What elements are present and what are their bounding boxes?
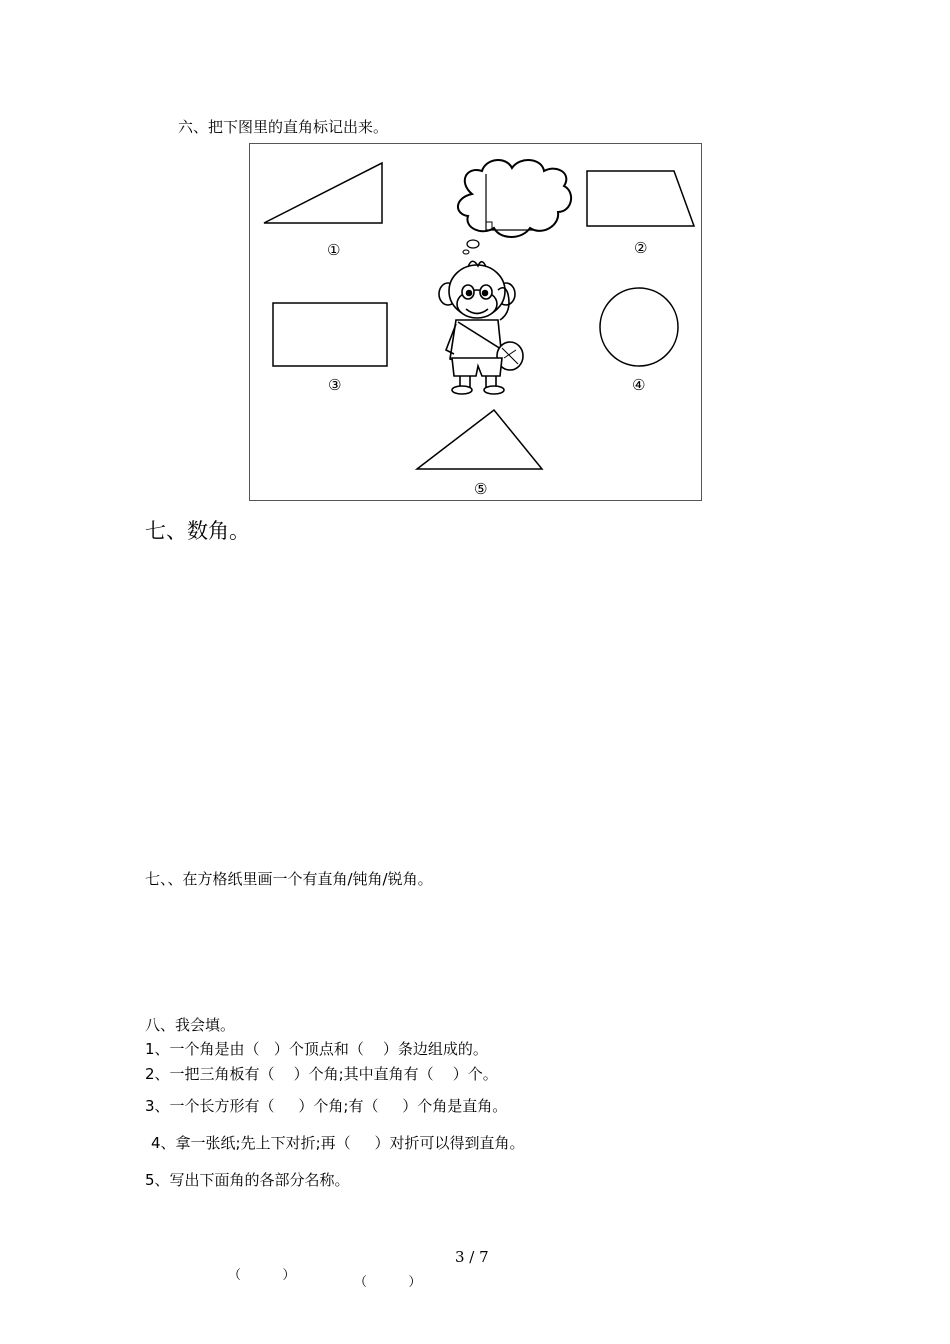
- shapes-figure: [249, 143, 702, 501]
- section7-count-angles-title: 七、数角。: [145, 519, 250, 543]
- label-4: ④: [632, 376, 646, 394]
- label-5: ⑤: [474, 480, 488, 498]
- shapes-drawing: [250, 144, 703, 502]
- thought-cloud-icon: [458, 160, 571, 254]
- label-1: ①: [327, 241, 341, 259]
- shape-rectangle: [273, 303, 387, 366]
- question-4: 4、拿一张纸;先上下对折;再（ ）对折可以得到直角。: [151, 1134, 525, 1152]
- question-2: 2、一把三角板有（ ）个角;其中直角有（ ）个。: [145, 1065, 498, 1083]
- shape-triangle: [417, 410, 542, 469]
- section7-draw-angles-title: 七、、在方格纸里画一个有直角/钝角/锐角。: [145, 870, 433, 888]
- page-number: 3 / 7: [455, 1248, 489, 1266]
- section6-title: 六、把下图里的直角标记出来。: [178, 118, 389, 136]
- monkey-icon: [439, 261, 523, 394]
- question-1: 1、一个角是由（ ）个顶点和（ ）条边组成的。: [145, 1040, 488, 1058]
- question-5: 5、写出下面角的各部分名称。: [145, 1171, 350, 1189]
- label-2: ②: [634, 239, 648, 257]
- answer-blank-2: （ ）: [354, 1275, 422, 1290]
- question-3: 3、一个长方形有（ ）个角;有（ ）个角是直角。: [145, 1097, 508, 1115]
- shape-trapezoid: [587, 171, 694, 226]
- shape-right-triangle: [264, 163, 382, 223]
- answer-blank-1: （ ）: [228, 1268, 296, 1283]
- shape-circle: [600, 288, 678, 366]
- label-3: ③: [328, 376, 342, 394]
- section8-title: 八、我会填。: [145, 1016, 236, 1034]
